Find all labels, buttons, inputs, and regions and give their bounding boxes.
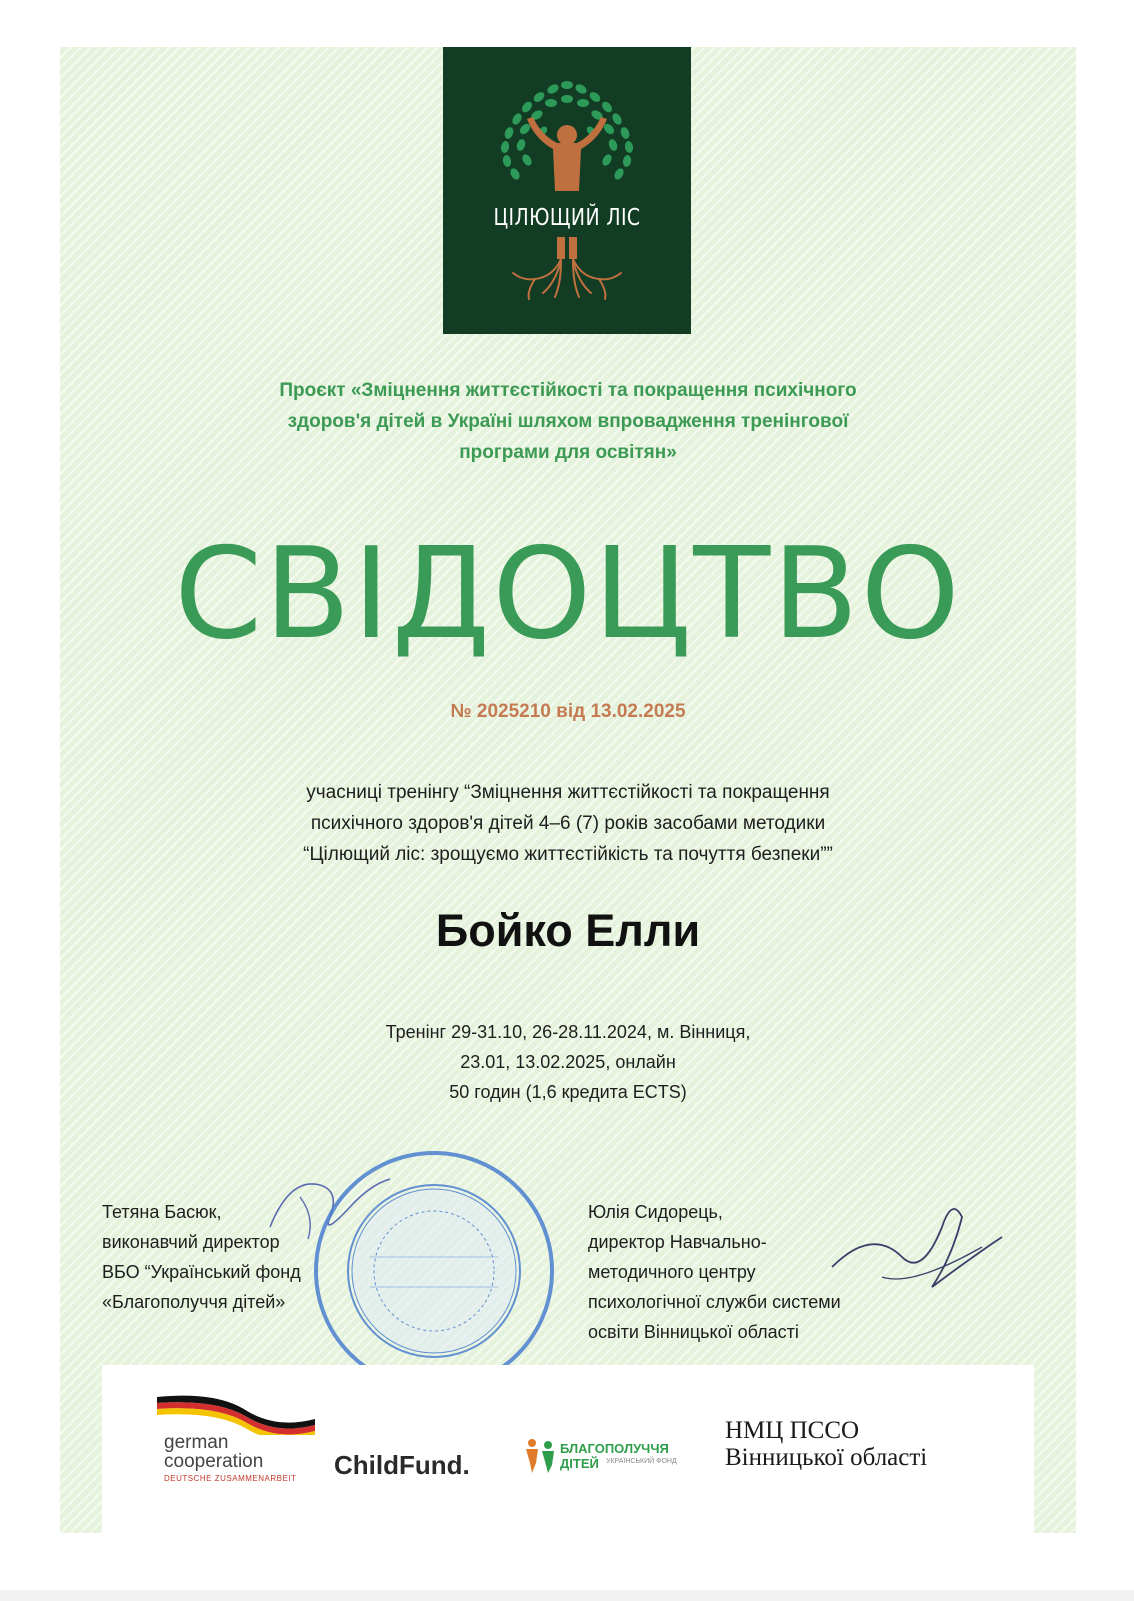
german-line: german <box>164 1432 229 1453</box>
recipient-name: Бойко Елли <box>435 905 701 956</box>
german-cooperation-flag-icon <box>157 1395 317 1435</box>
signer-line: директор Навчально- <box>588 1232 767 1252</box>
german-cooperation-logo <box>164 1433 263 1471</box>
signer-line: психологічної служби системи <box>588 1292 841 1312</box>
certificate-number: № 2025210 від 13.02.2025 <box>450 701 686 722</box>
signer-line: Юлія Сидорець, <box>588 1202 723 1222</box>
certificate-sheet <box>60 47 1076 1533</box>
logo-title: ЦІЛЮЩИЙ ЛІС <box>493 205 641 231</box>
signer-line: ВБО “Український фонд <box>102 1262 301 1282</box>
blago-subtitle: УКРАЇНСЬКИЙ ФОНД <box>606 1458 677 1465</box>
training-line: 50 годин (1,6 кредита ECTS) <box>449 1082 687 1102</box>
signer-line: Тетяна Басюк, <box>102 1202 222 1222</box>
german-subtitle: DEUTSCHE ZUSAMMENARBEIT <box>164 1474 297 1483</box>
project-line: здоров'я дітей в Україні шляхом впровадження тренінгової <box>287 411 849 432</box>
training-line: 23.01, 13.02.2025, онлайн <box>460 1052 676 1072</box>
nmc-line: НМЦ ПССО <box>725 1417 860 1444</box>
partner-logos <box>102 1365 1034 1533</box>
signer-line: освіти Вінницької області <box>588 1322 799 1342</box>
signer-right <box>588 1197 841 1347</box>
signer-line: методичного центру <box>588 1262 756 1282</box>
training-details <box>210 1017 926 1107</box>
healing-forest-logo <box>443 47 691 334</box>
project-title <box>180 375 956 468</box>
blagopoluchchia-logo <box>560 1441 669 1471</box>
organization-stamp <box>310 1147 558 1395</box>
project-line: Проєкт «Зміцнення життєстійкості та покращення психічного <box>279 380 857 401</box>
children-figures-icon <box>522 1435 558 1475</box>
description-line: “Цілющий ліс: зрощуємо життєстійкість та почуття безпеки”” <box>303 844 833 865</box>
cooperation-line: cooperation <box>164 1451 264 1472</box>
training-description <box>210 777 926 870</box>
description-line: психічного здоров'я дітей 4–6 (7) років засобами методики <box>310 813 826 834</box>
tree-person-icon <box>443 47 691 334</box>
childfund-logo: ChildFund. <box>334 1450 470 1480</box>
nmc-psso-logo <box>725 1417 927 1471</box>
signer-line: «Благополуччя дітей» <box>102 1292 286 1312</box>
training-line: Тренінг 29-31.10, 26-28.11.2024, м. Вінниця, <box>385 1022 751 1042</box>
certificate-title: СВІДОЦТВО <box>174 520 962 667</box>
signer-line: виконавчий директор <box>102 1232 280 1252</box>
blago-title-line: БЛАГОПОЛУЧЧЯ <box>560 1441 669 1456</box>
description-line: учасниці тренінгу “Зміцнення життєстійкості та покращення <box>306 782 830 803</box>
blago-title-line: ДІТЕЙ <box>560 1456 599 1471</box>
bottom-bar <box>0 1590 1134 1601</box>
project-line: програми для освітян» <box>459 442 677 463</box>
signature-right <box>812 1187 1012 1307</box>
nmc-line: Вінницької області <box>725 1444 928 1471</box>
